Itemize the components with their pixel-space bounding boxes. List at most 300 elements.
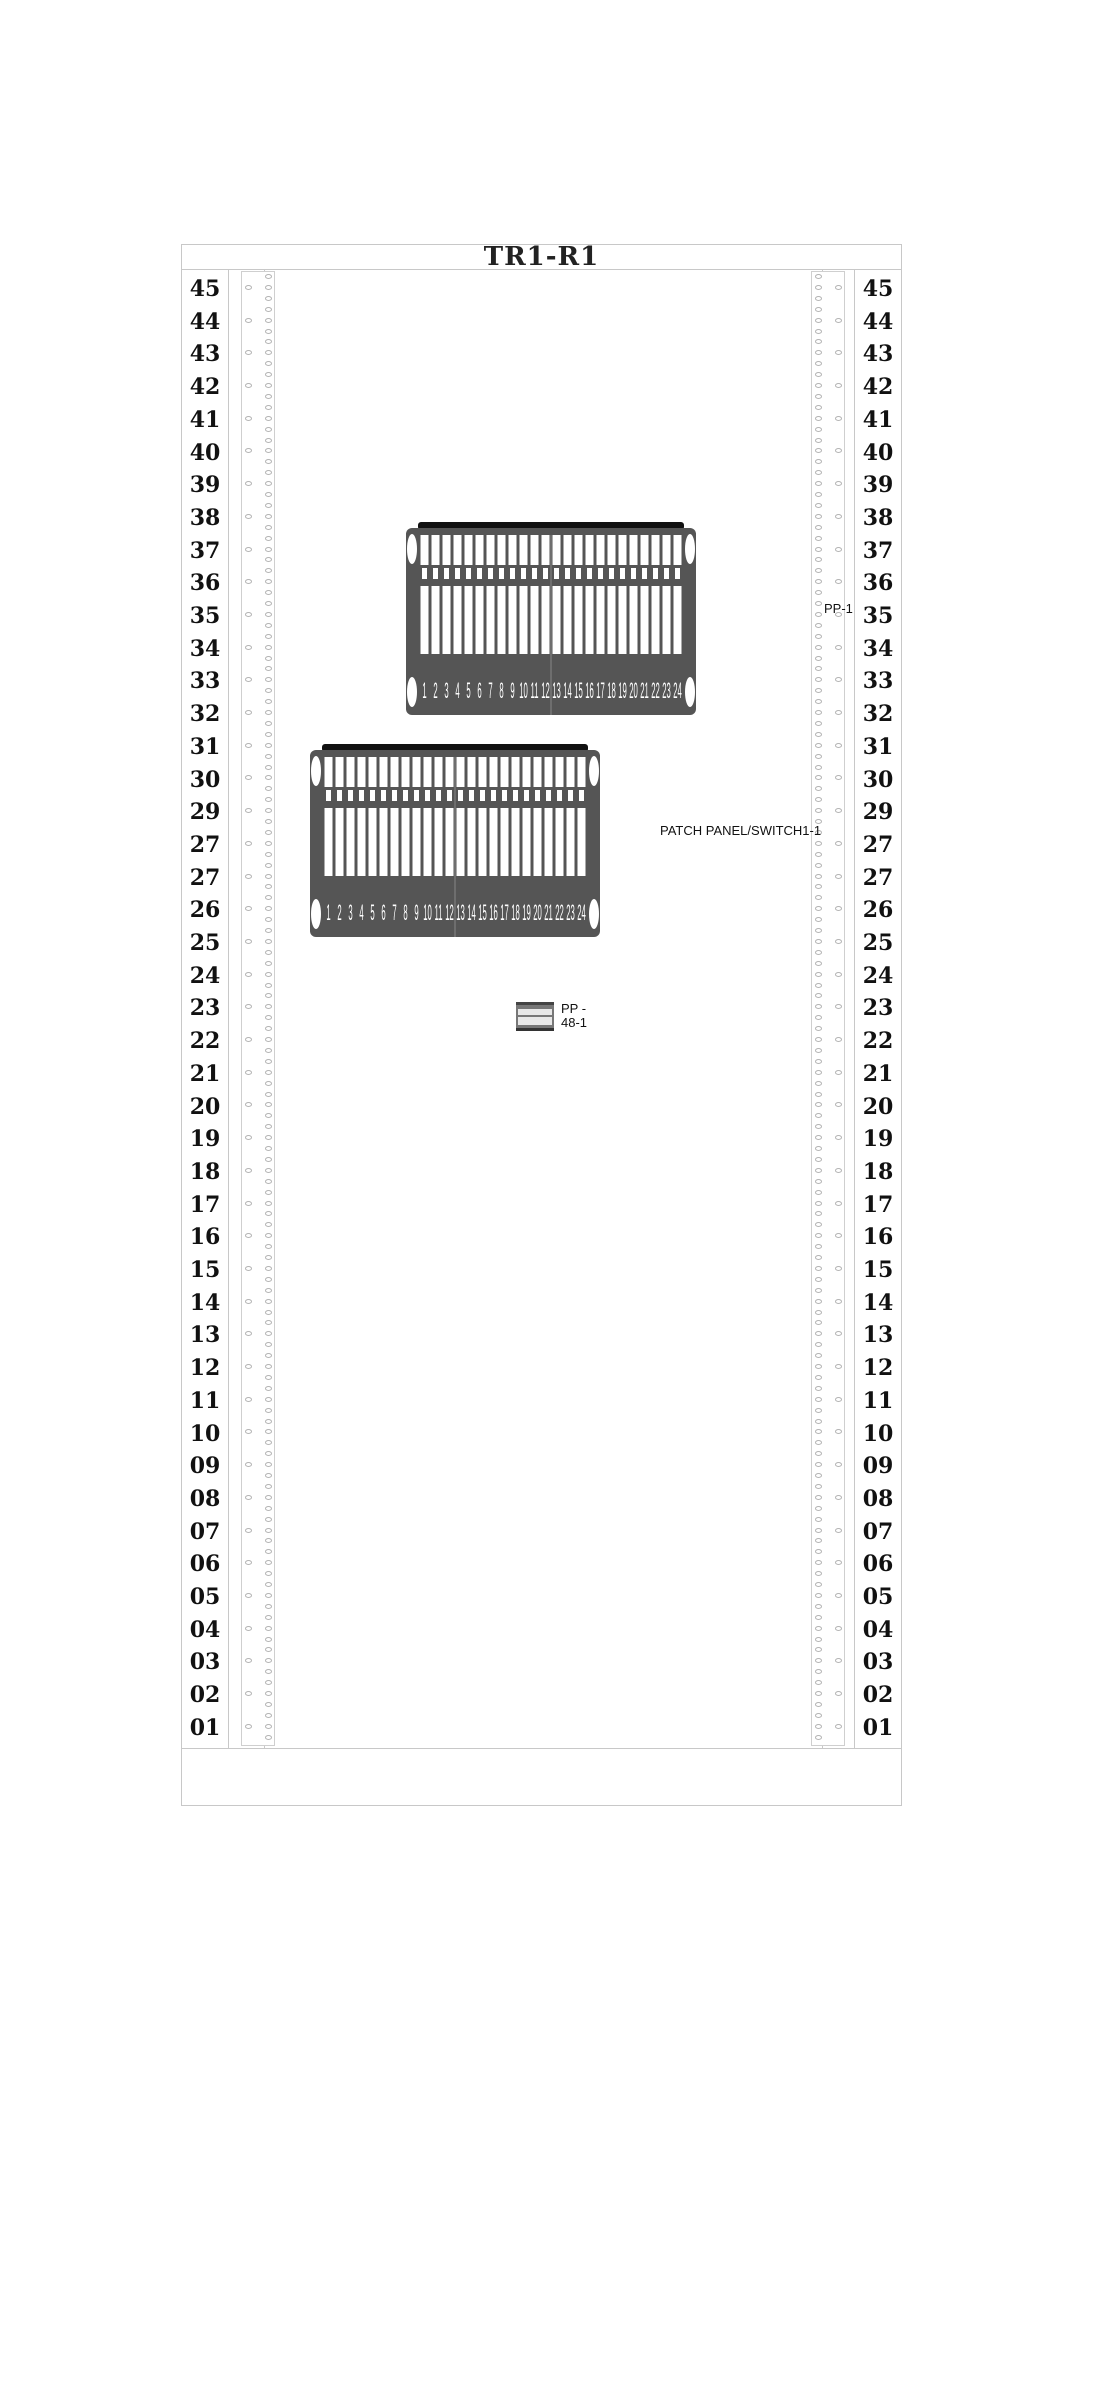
port-upper	[652, 535, 660, 565]
pp48-top-edge	[516, 1002, 554, 1005]
port-lower	[446, 808, 454, 876]
port-upper	[454, 535, 462, 565]
rail-hole	[815, 383, 822, 388]
port-number: 1	[422, 677, 427, 704]
rail-hole	[815, 721, 822, 726]
port-number: 17	[596, 677, 605, 704]
rail-hole	[815, 503, 822, 508]
unit-number-right: 17	[862, 1191, 894, 1218]
unit-number-left: 18	[189, 1158, 221, 1185]
rail-hole	[835, 1201, 842, 1206]
rail-hole	[265, 634, 272, 639]
rail-hole	[265, 1255, 272, 1260]
unit-number-left: 12	[189, 1355, 221, 1382]
unit-number-left: 35	[189, 603, 221, 629]
rail-hole	[245, 1070, 252, 1075]
port-number: 2	[337, 899, 342, 926]
rail-hole	[265, 601, 272, 606]
unit-number-right: 09	[862, 1453, 894, 1480]
rack-right-border	[901, 244, 902, 1806]
port-lower	[556, 808, 564, 876]
port-upper	[476, 535, 484, 565]
rail-hole	[245, 1593, 252, 1598]
patch-panel-switch[interactable]	[310, 744, 600, 937]
rail-hole	[815, 950, 822, 955]
port-number: 24	[577, 899, 586, 926]
rail-hole	[265, 1048, 272, 1053]
unit-number-left: 42	[189, 374, 221, 401]
port-led	[557, 790, 562, 801]
port-upper	[674, 535, 682, 565]
port-lower	[578, 808, 586, 876]
unit-number-right: 18	[862, 1158, 894, 1185]
unit-number-right: 44	[862, 308, 894, 335]
port-upper	[608, 535, 616, 565]
rail-hole	[835, 645, 842, 650]
port-number: 5	[466, 677, 471, 704]
rail-hole	[815, 1081, 822, 1086]
rail-hole	[265, 743, 272, 748]
rail-hole	[245, 1626, 252, 1631]
patch-panel-pp48[interactable]	[516, 1002, 554, 1031]
unit-number-left: 27	[189, 864, 221, 891]
rail-hole	[245, 1691, 252, 1696]
rail-hole	[265, 1419, 272, 1424]
port-led	[348, 790, 353, 801]
unit-number-right: 41	[862, 406, 894, 433]
unit-number-left: 37	[189, 537, 221, 564]
rail-hole	[265, 1201, 272, 1206]
unit-number-right: 20	[862, 1093, 894, 1120]
port-led	[444, 568, 449, 579]
port-lower	[619, 586, 627, 654]
rail-hole	[815, 612, 822, 617]
rail-hole	[815, 1201, 822, 1206]
rail-hole	[245, 1299, 252, 1304]
port-led	[631, 568, 636, 579]
rail-hole	[835, 1691, 842, 1696]
port-led	[543, 568, 548, 579]
rail-hole	[265, 503, 272, 508]
rail-hole	[815, 928, 822, 933]
unit-number-left: 19	[189, 1126, 221, 1153]
rail-hole	[265, 525, 272, 530]
rail-hole	[245, 285, 252, 290]
port-number: 3	[444, 677, 449, 704]
rail-hole	[245, 1495, 252, 1500]
unit-number-right: 23	[862, 995, 894, 1022]
port-lower	[413, 808, 421, 876]
unit-number-left: 01	[189, 1714, 221, 1741]
unit-number-left: 20	[189, 1093, 221, 1120]
port-lower	[457, 808, 465, 876]
port-number: 16	[489, 899, 498, 926]
rail-hole	[245, 1201, 252, 1206]
unit-number-left: 05	[189, 1584, 221, 1610]
port-led	[510, 568, 515, 579]
rail-hole	[815, 536, 822, 541]
rail-hole	[265, 928, 272, 933]
rail-hole	[265, 307, 272, 312]
rail-hole	[815, 1266, 822, 1271]
port-number: 9	[510, 677, 515, 704]
rail-hole	[815, 939, 822, 944]
unit-number-right: 34	[862, 635, 894, 662]
unit-number-right: 33	[862, 668, 894, 695]
rail-hole	[265, 645, 272, 650]
rail-hole	[245, 383, 252, 388]
rail-hole	[265, 1593, 272, 1598]
rail-hole	[835, 547, 842, 552]
rail-hole	[815, 1713, 822, 1718]
port-number: 7	[488, 677, 493, 704]
rail-hole	[815, 1179, 822, 1184]
rail-hole	[835, 743, 842, 748]
rail-hole	[265, 1517, 272, 1522]
port-lower	[424, 808, 432, 876]
port-upper	[336, 757, 344, 787]
unit-number-right: 05	[862, 1584, 894, 1610]
port-upper	[432, 535, 440, 565]
rail-hole	[815, 1484, 822, 1489]
rail-hole	[245, 874, 252, 879]
rail-hole	[815, 1408, 822, 1413]
rail-hole	[815, 274, 822, 279]
rail-hole	[815, 710, 822, 715]
rail-hole	[815, 1310, 822, 1315]
port-led	[587, 568, 592, 579]
port-upper	[424, 757, 432, 787]
rail-hole	[265, 1168, 272, 1173]
rail-hole	[245, 645, 252, 650]
port-number: 10	[423, 899, 432, 926]
unit-number-right: 24	[862, 962, 894, 989]
port-number: 18	[511, 899, 520, 926]
rail-hole	[265, 1070, 272, 1075]
port-number: 20	[629, 677, 638, 704]
rail-hole	[265, 1582, 272, 1587]
rail-hole	[815, 656, 822, 661]
rack-diagram	[181, 244, 902, 1806]
device-label-pp1: PP-1	[824, 601, 853, 616]
rail-hole	[815, 983, 822, 988]
port-number: 24	[673, 677, 682, 704]
port-led	[466, 568, 471, 579]
port-number: 6	[477, 677, 482, 704]
port-led	[598, 568, 603, 579]
rail-hole	[815, 1626, 822, 1631]
rack-base-top	[181, 1748, 902, 1749]
unit-number-left: 15	[189, 1257, 221, 1283]
unit-number-left: 13	[189, 1322, 221, 1349]
port-led	[554, 568, 559, 579]
rack-left-number-divider	[228, 270, 229, 1748]
port-lower	[454, 586, 462, 654]
rail-hole	[835, 318, 842, 323]
port-lower	[608, 586, 616, 654]
unit-number-right: 27	[862, 864, 894, 891]
rail-hole	[265, 1713, 272, 1718]
unit-number-right: 31	[862, 733, 894, 760]
rail-hole	[815, 1495, 822, 1500]
port-number: 14	[563, 677, 572, 704]
port-upper	[523, 757, 531, 787]
rail-hole	[835, 1070, 842, 1075]
panel-mount-hole-br	[685, 677, 695, 707]
port-number: 8	[499, 677, 504, 704]
port-lower	[520, 586, 528, 654]
port-upper	[465, 535, 473, 565]
unit-number-left: 21	[189, 1060, 221, 1087]
port-led	[381, 790, 386, 801]
rail-hole	[245, 972, 252, 977]
rail-hole	[815, 645, 822, 650]
rail-hole	[265, 1506, 272, 1511]
rail-hole	[835, 1266, 842, 1271]
rail-hole	[835, 416, 842, 421]
port-number: 3	[348, 899, 353, 926]
rail-hole	[265, 1266, 272, 1271]
rail-hole	[265, 961, 272, 966]
port-led	[436, 790, 441, 801]
port-number: 21	[544, 899, 553, 926]
rail-hole	[815, 1582, 822, 1587]
rail-hole	[815, 1506, 822, 1511]
port-number: 19	[618, 677, 627, 704]
rail-hole	[265, 1190, 272, 1195]
port-upper	[347, 757, 355, 787]
rail-hole	[815, 1517, 822, 1522]
port-led	[565, 568, 570, 579]
unit-number-left: 27	[189, 831, 221, 858]
port-upper	[586, 535, 594, 565]
port-number: 11	[434, 899, 443, 926]
rail-hole	[245, 1168, 252, 1173]
rail-hole	[265, 1484, 272, 1489]
port-lower	[402, 808, 410, 876]
rail-hole	[265, 1735, 272, 1740]
unit-number-left: 45	[189, 276, 221, 302]
port-lower	[498, 586, 506, 654]
port-led	[455, 568, 460, 579]
rail-hole	[815, 296, 822, 301]
port-lower	[542, 586, 550, 654]
unit-number-left: 30	[189, 766, 221, 793]
rail-hole	[815, 852, 822, 857]
port-lower	[369, 808, 377, 876]
rail-hole	[815, 1604, 822, 1609]
rail-hole	[835, 383, 842, 388]
rail-hole	[265, 416, 272, 421]
port-led	[447, 790, 452, 801]
port-number: 17	[500, 899, 509, 926]
rail-hole	[265, 1037, 272, 1042]
unit-number-right: 19	[862, 1126, 894, 1153]
port-upper	[564, 535, 572, 565]
port-number: 14	[467, 899, 476, 926]
port-led	[513, 790, 518, 801]
rail-hole	[265, 1637, 272, 1642]
rail-hole	[245, 318, 252, 323]
unit-number-right: 39	[862, 472, 894, 499]
port-lower	[465, 586, 473, 654]
port-led	[458, 790, 463, 801]
port-led	[546, 790, 551, 801]
rail-hole	[815, 318, 822, 323]
rail-hole	[265, 1702, 272, 1707]
port-upper	[358, 757, 366, 787]
port-lower	[479, 808, 487, 876]
rail-hole	[815, 1146, 822, 1151]
port-upper	[512, 757, 520, 787]
rail-hole	[815, 1190, 822, 1195]
port-upper	[435, 757, 443, 787]
rail-hole	[815, 1386, 822, 1391]
unit-number-right: 36	[862, 570, 894, 597]
port-upper	[556, 757, 564, 787]
unit-number-right: 22	[862, 1028, 894, 1055]
port-led	[675, 568, 680, 579]
port-number: 4	[455, 677, 460, 704]
rail-hole	[815, 1615, 822, 1620]
port-lower	[575, 586, 583, 654]
port-number: 5	[370, 899, 375, 926]
unit-number-right: 30	[862, 766, 894, 793]
rail-hole	[815, 1735, 822, 1740]
rail-hole	[265, 1364, 272, 1369]
port-led	[425, 790, 430, 801]
rail-hole	[265, 1724, 272, 1729]
port-upper	[641, 535, 649, 565]
rail-hole	[835, 1168, 842, 1173]
rail-hole	[815, 1277, 822, 1282]
rail-hole	[815, 623, 822, 628]
port-number: 12	[445, 899, 454, 926]
port-upper	[443, 535, 451, 565]
port-upper	[391, 757, 399, 787]
port-lower	[435, 808, 443, 876]
port-number: 7	[392, 899, 397, 926]
rail-hole	[815, 1364, 822, 1369]
rail-hole	[815, 972, 822, 977]
unit-number-right: 38	[862, 504, 894, 531]
port-led	[532, 568, 537, 579]
unit-number-right: 13	[862, 1322, 894, 1349]
pp48-bottom-edge	[516, 1028, 554, 1031]
unit-number-left: 33	[189, 668, 221, 695]
unit-number-left: 23	[189, 995, 221, 1022]
rail-hole	[245, 1724, 252, 1729]
rail-hole	[815, 1593, 822, 1598]
port-upper	[446, 757, 454, 787]
unit-number-right: 32	[862, 701, 894, 728]
unit-number-right: 04	[862, 1616, 894, 1643]
port-led	[579, 790, 584, 801]
patch-panel-pp1[interactable]	[406, 522, 696, 715]
port-led	[477, 568, 482, 579]
rail-hole	[265, 1495, 272, 1500]
port-lower	[663, 586, 671, 654]
unit-number-left: 03	[189, 1649, 221, 1676]
unit-number-left: 17	[189, 1191, 221, 1218]
rail-hole	[245, 1364, 252, 1369]
panel-mount-hole-tl	[311, 756, 321, 786]
rail-hole	[245, 416, 252, 421]
unit-number-left: 25	[189, 930, 221, 956]
port-upper	[421, 535, 429, 565]
rail-hole	[835, 1495, 842, 1500]
unit-number-right: 01	[862, 1714, 894, 1741]
rail-hole	[265, 721, 272, 726]
rail-hole	[265, 1059, 272, 1064]
port-lower	[586, 586, 594, 654]
rail-hole	[265, 841, 272, 846]
rail-hole	[815, 1724, 822, 1729]
rail-hole	[265, 819, 272, 824]
port-lower	[490, 808, 498, 876]
rail-hole	[265, 754, 272, 759]
port-upper	[534, 757, 542, 787]
rail-hole	[265, 547, 272, 552]
rail-hole	[265, 492, 272, 497]
rail-hole	[265, 318, 272, 323]
rail-hole	[265, 612, 272, 617]
port-led	[576, 568, 581, 579]
rail-hole	[245, 547, 252, 552]
rail-hole	[835, 285, 842, 290]
pp48-label-line1: PP -	[561, 1001, 587, 1016]
port-lower	[597, 586, 605, 654]
rail-hole	[265, 765, 272, 770]
port-led	[337, 790, 342, 801]
unit-number-right: 16	[862, 1224, 894, 1251]
port-led	[620, 568, 625, 579]
rail-hole	[815, 1473, 822, 1478]
port-led	[535, 790, 540, 801]
unit-number-right: 37	[862, 537, 894, 564]
port-upper	[498, 535, 506, 565]
port-lower	[564, 586, 572, 654]
rail-hole	[835, 1593, 842, 1598]
rail-hole	[815, 1419, 822, 1424]
unit-number-left: 36	[189, 570, 221, 597]
panel-mount-hole-tl	[407, 534, 417, 564]
rail-hole	[265, 1179, 272, 1184]
port-number: 2	[433, 677, 438, 704]
port-upper	[325, 757, 333, 787]
unit-number-right: 06	[862, 1551, 894, 1578]
port-number: 21	[640, 677, 649, 704]
unit-number-left: 31	[189, 733, 221, 760]
port-lower	[523, 808, 531, 876]
unit-number-left: 04	[189, 1616, 221, 1643]
rail-hole	[835, 1724, 842, 1729]
rail-hole	[265, 1528, 272, 1533]
rail-hole	[265, 732, 272, 737]
unit-number-left: 32	[189, 701, 221, 728]
rail-hole	[265, 950, 272, 955]
port-upper	[487, 535, 495, 565]
unit-number-right: 27	[862, 831, 894, 858]
unit-number-right: 03	[862, 1649, 894, 1676]
rail-hole	[835, 1364, 842, 1369]
port-upper	[520, 535, 528, 565]
rail-hole	[265, 1299, 272, 1304]
rail-hole	[265, 383, 272, 388]
port-number: 12	[541, 677, 550, 704]
port-lower	[487, 586, 495, 654]
port-led	[609, 568, 614, 579]
